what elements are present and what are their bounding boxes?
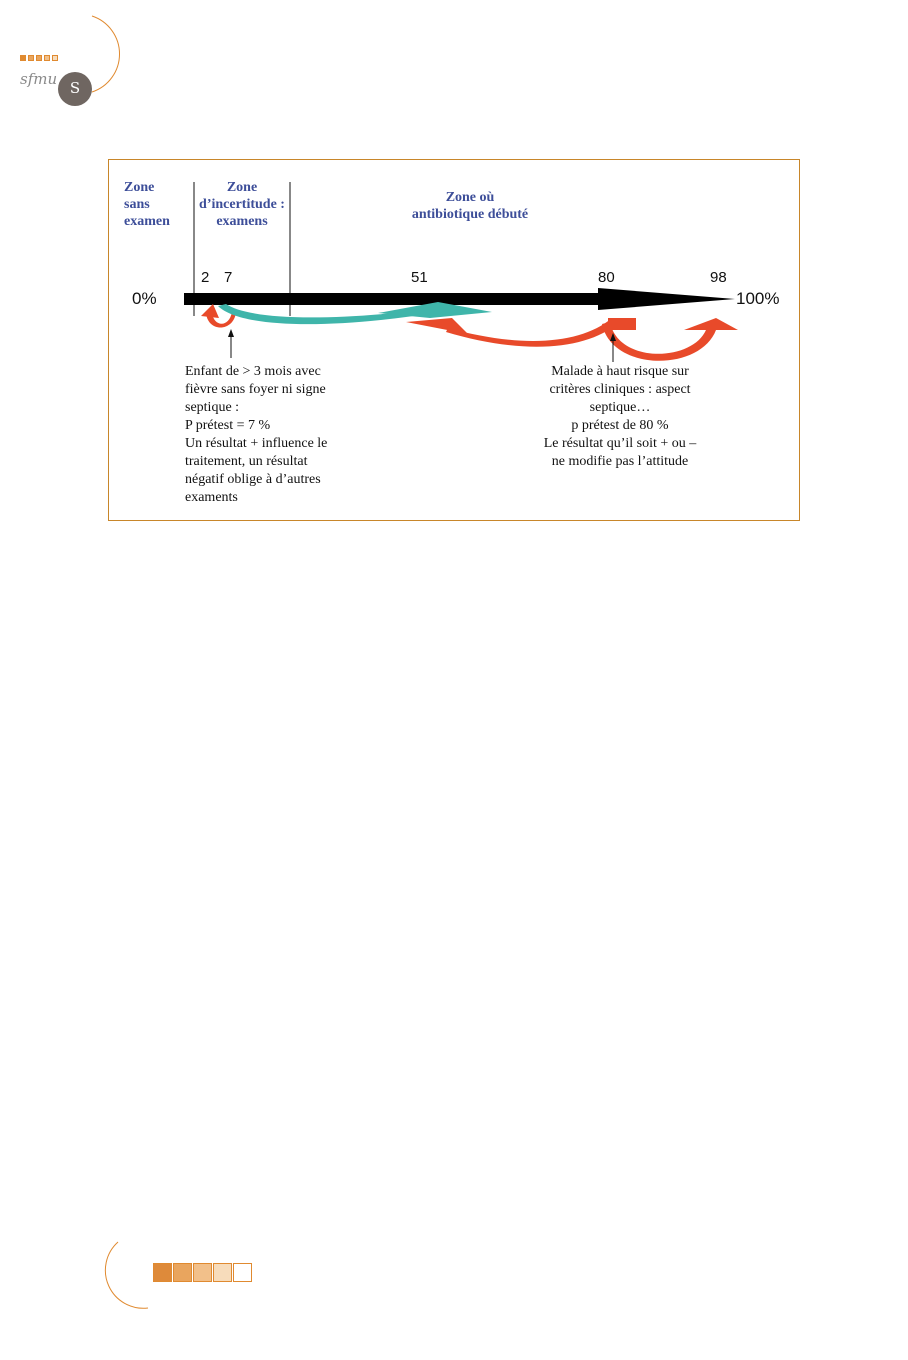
footer-square (193, 1263, 212, 1282)
seal-logo: S (58, 72, 92, 106)
tick-label: 98 (710, 269, 727, 286)
zone-uncertainty-line: Zone (226, 180, 258, 195)
footer-square (153, 1263, 172, 1282)
note-left-line: Enfant de > 3 mois avec (185, 364, 321, 379)
tick-label: 80 (598, 269, 615, 286)
note-right-line: ne modifie pas l’attitude (551, 454, 689, 469)
axis-end-label: 100% (736, 289, 780, 308)
zone-antibiotic-line: antibiotique débuté (411, 207, 529, 222)
pointer-left-head (228, 329, 234, 337)
zone-no-exam-line: examen (124, 214, 170, 229)
red-arrow-back (446, 318, 620, 347)
note-right-line: Malade à haut risque sur (551, 364, 689, 379)
red-arrow-small-head (201, 304, 219, 318)
zone-antibiotic (390, 189, 550, 223)
zone-no-exam-line: sans (124, 197, 150, 212)
tick-label: 7 (224, 269, 233, 286)
tick-label: 51 (411, 269, 428, 286)
note-left-line: P prétest = 7 % (185, 418, 271, 433)
note-left (185, 363, 385, 507)
red-arrow-back-head (406, 318, 468, 334)
zone-antibiotic-line: Zone où (445, 190, 495, 205)
axis-start-label: 0% (132, 289, 157, 308)
note-left-line: traitement, un résultat (185, 454, 308, 469)
zone-no-exam-line: Zone (124, 180, 155, 195)
note-right-line: septique… (589, 400, 651, 415)
probability-axis-arrowhead (598, 288, 735, 310)
note-left-line: fièvre sans foyer ni signe (185, 382, 326, 397)
footer-square (173, 1263, 192, 1282)
note-right-line: Le résultat qu’il soit + ou – (543, 436, 697, 451)
footer-square (213, 1263, 232, 1282)
zone-uncertainty-line: d’incertitude : (199, 197, 285, 212)
zone-no-exam (124, 179, 170, 230)
note-right (520, 363, 720, 471)
footer-squares (153, 1263, 252, 1282)
note-right-line: p prétest de 80 % (571, 418, 669, 433)
zone-uncertainty-line: examens (216, 214, 268, 229)
note-left-line: Un résultat + influence le (185, 436, 328, 451)
note-left-line: septique : (185, 400, 240, 415)
footer-square (233, 1263, 252, 1282)
note-right-line: critères cliniques : aspect (549, 382, 691, 397)
note-left-line: négatif oblige à d’autres (185, 472, 321, 487)
tick-label: 2 (201, 269, 210, 286)
zone-uncertainty (194, 179, 290, 230)
sfmu-logo: sfmu (20, 70, 58, 88)
probability-axis-bar (184, 293, 604, 305)
note-left-line: examents (185, 490, 238, 505)
red-arrow-origin (608, 318, 636, 330)
red-arrow-forward-head (684, 318, 738, 330)
